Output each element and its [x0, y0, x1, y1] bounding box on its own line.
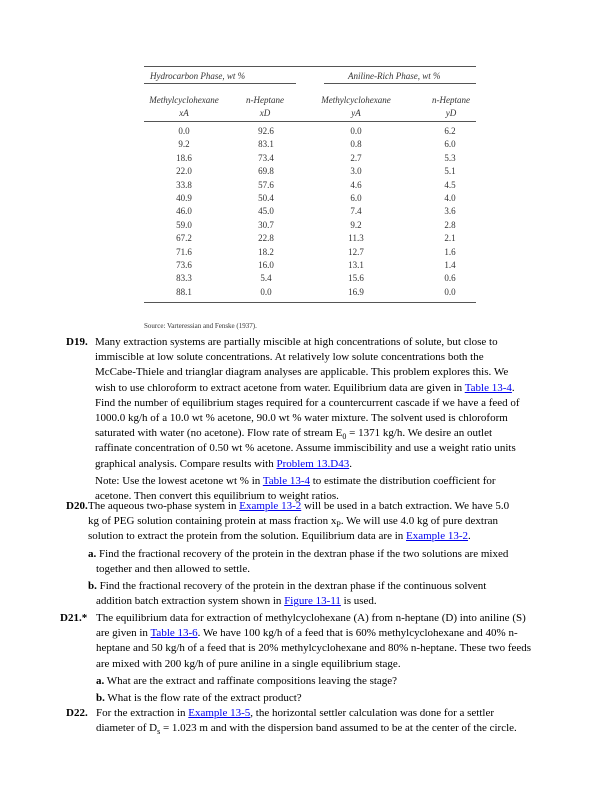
- table-cell: 30.7: [258, 219, 274, 230]
- text-line: [95, 457, 520, 472]
- col-header-2: n-Heptane: [246, 95, 284, 105]
- table-cell: 3.6: [444, 206, 456, 217]
- subscript: s: [157, 727, 161, 737]
- table-cell: 5.3: [444, 152, 456, 163]
- table-cell: 7.4: [350, 206, 362, 217]
- text-line: [96, 674, 531, 689]
- text-line: [95, 426, 520, 441]
- table-cell: 46.0: [176, 206, 192, 217]
- text-line: [88, 514, 509, 529]
- text-span: kg of PEG solution containing protein at mass fraction x: [88, 515, 337, 528]
- table-row: [144, 233, 476, 246]
- text-line: [95, 381, 520, 396]
- table-cell: 5.4: [260, 273, 272, 284]
- text-line: Many extraction systems are partially miscible at high concentrations of solute, but close to: [95, 336, 498, 348]
- text-span: Note: Use the lowest acetone wt % in: [95, 474, 263, 487]
- col-header-3: Methylcyclohexane: [321, 95, 391, 105]
- table-body: [144, 122, 476, 300]
- table-cell: 18.6: [176, 152, 192, 163]
- link-table-13-4[interactable]: Table 13-4: [464, 381, 512, 394]
- text-span: to estimate the distribution coefficient for: [310, 474, 496, 487]
- subscript: P: [336, 520, 341, 530]
- part-label: b.: [96, 691, 105, 704]
- text-line: [88, 547, 509, 562]
- text-span: Find the fractional recovery of the protein in the dextran phase if the continuous solvent: [96, 579, 487, 592]
- text-line: The equilibrium data for extraction of methylcyclohexane (A) from n-heptane (D) into aniline (S): [96, 612, 526, 624]
- table-cell: 0.6: [444, 273, 456, 284]
- table-cell: 67.2: [176, 233, 192, 244]
- table-row: [144, 273, 476, 286]
- table-row: [144, 287, 476, 300]
- text-line: [88, 594, 509, 609]
- text-span: What is the flow rate of the extract product?: [104, 691, 302, 704]
- table-cell: 59.0: [176, 219, 192, 230]
- equilibrium-table: [144, 66, 476, 303]
- text-line: 1000.0 kg/h of a 10.0 wt % acetone, 90.0 wt % water mixture. The solvent used is chloroform: [95, 411, 508, 424]
- table-bottom-rule: [144, 302, 476, 303]
- table-cell: 1.6: [444, 246, 456, 257]
- table-cell: 22.0: [176, 166, 192, 177]
- group-rule-left: [144, 83, 296, 84]
- text-span: . We will use 4.0 kg of pure dextran: [340, 515, 498, 528]
- table-cell: 6.0: [444, 139, 456, 150]
- text-span: solution to extract the protein from the solution. Equilibrium data are in: [88, 530, 407, 543]
- text-line: Find the number of equilibrium stages required for a countercurrent cascade if we have a feed of: [95, 396, 520, 409]
- link-figure-13-11[interactable]: Figure 13-11: [284, 595, 341, 608]
- table-cell: 13.1: [348, 259, 364, 270]
- text-span: .: [468, 530, 471, 543]
- text-span: wish to use chloroform to extract acetone from water. Equilibrium data are given in: [95, 381, 465, 394]
- part-label: a.: [96, 674, 105, 687]
- link-example-13-5[interactable]: Example 13-5: [188, 707, 251, 719]
- text-span: are given in: [96, 627, 151, 640]
- table-column-headers: [144, 93, 476, 121]
- text-line: [96, 706, 517, 721]
- col-symbol-4: yD: [445, 108, 457, 118]
- col-header-4: n-Heptane: [432, 95, 470, 105]
- aniline-phase-header: Aniline-Rich Phase, wt %: [348, 71, 441, 81]
- text-span: . We have 100 kg/h of a feed that is 60% methylcyclohexane and 40% n-: [197, 627, 518, 640]
- table-cell: 2.7: [350, 152, 362, 163]
- table-cell: 33.8: [176, 179, 192, 190]
- table-cell: 4.6: [350, 179, 362, 190]
- text-line: [88, 579, 509, 594]
- col-symbol-3: yA: [351, 108, 361, 118]
- text-line: acetone. Then convert this equilibrium to weight ratios.: [95, 489, 339, 502]
- text-span: = 1.023 m and with the dispersion band assumed to be at the center of the circle.: [160, 722, 517, 735]
- text-span: diameter of D: [96, 722, 158, 735]
- table-cell: 22.8: [258, 233, 274, 244]
- table-cell: 0.0: [350, 126, 362, 136]
- link-table-13-6[interactable]: Table 13-6: [150, 627, 198, 640]
- text-span: graphical analysis. Compare results with: [95, 457, 277, 470]
- table-cell: 1.4: [444, 259, 456, 270]
- table-cell: 9.2: [350, 219, 362, 230]
- text-line: [96, 691, 531, 706]
- text-line: heptane and 50 kg/h of a feed that is 20% methylcyclohexane and 80% n-heptane. These two feeds: [96, 642, 532, 655]
- link-table-13-4[interactable]: Table 13-4: [262, 474, 310, 487]
- text-span: What are the extract and raffinate compositions leaving the stage?: [104, 674, 398, 687]
- table-cell: 92.6: [258, 126, 274, 136]
- table-cell: 0.8: [350, 139, 362, 150]
- text-line: [88, 499, 509, 514]
- table-cell: 2.1: [444, 233, 456, 244]
- text-line: [96, 721, 517, 736]
- text-line: [95, 474, 520, 489]
- table-cell: 16.9: [348, 286, 364, 297]
- table-cell: 0.0: [178, 126, 190, 136]
- col-header-1: Methylcyclohexane: [149, 95, 219, 105]
- text-span: will be used in a batch extraction. We have 5.0: [301, 500, 510, 512]
- text-span: Find the fractional recovery of the protein in the dextran phase if the two solutions are mixed: [96, 547, 509, 560]
- text-span: saturated with water (no acetone). Flow rate of stream E: [95, 427, 343, 440]
- table-row: [144, 260, 476, 273]
- table-group-header: [144, 67, 476, 83]
- table-cell: 12.7: [348, 246, 364, 257]
- link-example-13-2[interactable]: Example 13-2: [239, 500, 302, 512]
- table-row: [144, 166, 476, 179]
- part-label: a.: [88, 547, 97, 560]
- text-line: [96, 626, 531, 641]
- table-row: [144, 153, 476, 166]
- table-cell: 0.0: [260, 286, 272, 297]
- problem-label: D19.: [66, 336, 88, 348]
- text-span: , the horizontal settler calculation was done for a settler: [250, 707, 495, 719]
- text-span: .: [511, 381, 515, 394]
- col-symbol-1: xA: [179, 108, 189, 118]
- table-cell: 4.0: [444, 192, 456, 203]
- group-rule-right: [324, 83, 476, 84]
- text-line: [88, 529, 509, 544]
- problem-label: D21.*: [60, 612, 88, 624]
- table-cell: 15.6: [348, 273, 364, 284]
- table-cell: 73.4: [258, 152, 274, 163]
- table-cell: 83.3: [176, 273, 192, 284]
- hydrocarbon-phase-header: Hydrocarbon Phase, wt %: [150, 71, 246, 81]
- text-line: together and then allowed to settle.: [96, 562, 250, 575]
- table-cell: 71.6: [176, 246, 192, 257]
- table-row: [144, 126, 476, 139]
- text-line: raffinate concentration of 0.50 wt % acetone. Assume immiscibility and use a weight ratio units: [95, 442, 516, 455]
- table-cell: 16.0: [258, 259, 274, 270]
- table-row: [144, 247, 476, 260]
- subscript: 0: [342, 432, 347, 442]
- link-problem-13-d43[interactable]: Problem 13.D43: [276, 457, 350, 470]
- table-cell: 73.6: [176, 259, 192, 270]
- table-cell: 18.2: [258, 246, 274, 257]
- table-cell: 5.1: [444, 166, 456, 177]
- table-cell: 3.0: [350, 166, 362, 177]
- table-cell: 50.4: [258, 192, 274, 203]
- table-source: Source: Varteressian and Fenske (1937).: [144, 322, 257, 330]
- link-example-13-2[interactable]: Example 13-2: [406, 530, 469, 543]
- table-cell: 6.0: [350, 192, 362, 203]
- text-line: immiscible at low solute concentrations. At relatively low solute concentrations both the: [95, 351, 484, 364]
- table-cell: 45.0: [258, 206, 274, 217]
- table-cell: 57.6: [258, 179, 274, 190]
- text-line: are mixed with 200 kg/h of pure aniline in a single equilibrium stage.: [96, 657, 401, 670]
- table-cell: 2.8: [444, 219, 456, 230]
- table-cell: 6.2: [444, 126, 456, 136]
- text-span: addition batch extraction system shown in: [96, 595, 285, 608]
- text-span: For the extraction in: [96, 707, 189, 719]
- table-row: [144, 206, 476, 219]
- table-cell: 88.1: [176, 286, 192, 297]
- part-label: b.: [88, 579, 97, 592]
- col-symbol-2: xD: [259, 108, 271, 118]
- text-span: .: [349, 457, 352, 470]
- text-line: McCabe-Thiele and trianglar diagram analyses are applicable. This problem explores this. We: [95, 366, 509, 379]
- table-cell: 69.8: [258, 166, 274, 177]
- table-cell: 11.3: [348, 233, 364, 244]
- text-span: The aqueous two-phase system in: [88, 500, 240, 512]
- table-row: [144, 180, 476, 193]
- text-span: is used.: [340, 595, 377, 608]
- table-cell: 40.9: [176, 192, 192, 203]
- problem-label: D22.: [66, 707, 88, 719]
- text-span: = 1371 kg/h. We desire an outlet: [346, 427, 493, 440]
- table-cell: 83.1: [258, 139, 274, 150]
- table-row: [144, 193, 476, 206]
- table-row: [144, 139, 476, 152]
- table-cell: 0.0: [444, 286, 456, 297]
- table-row: [144, 220, 476, 233]
- table-cell: 4.5: [444, 179, 456, 190]
- table-cell: 9.2: [178, 139, 190, 150]
- problem-label: D20.: [66, 500, 88, 512]
